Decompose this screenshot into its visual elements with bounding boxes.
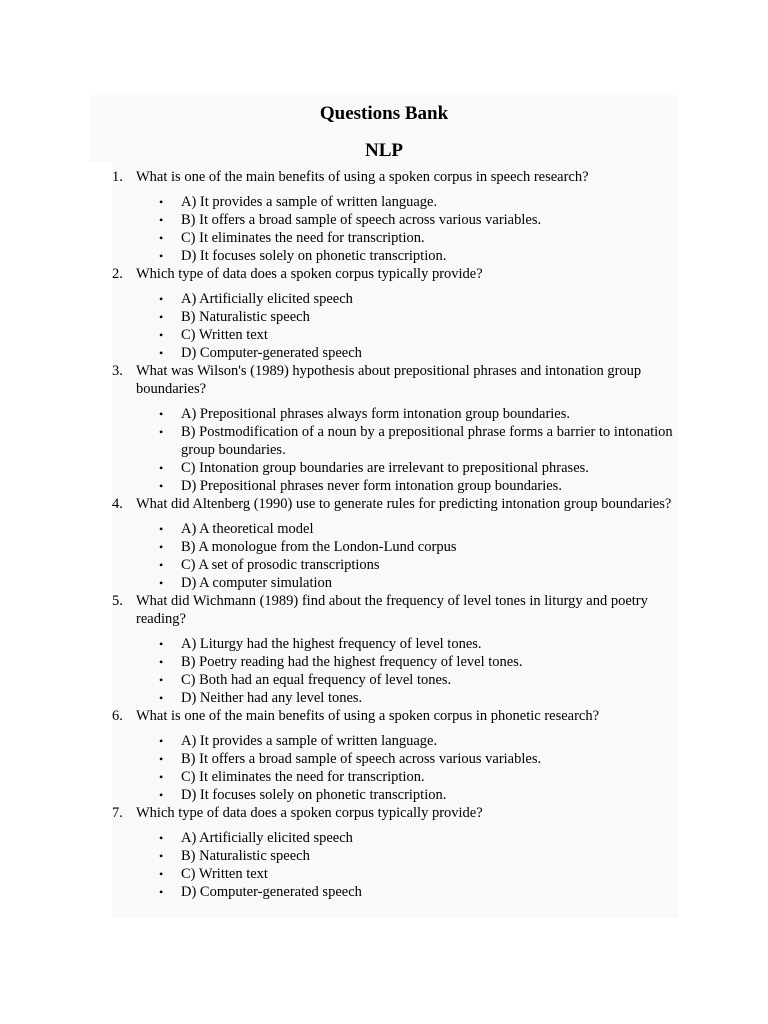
bullet-icon: • <box>159 249 164 263</box>
option-text: B) Naturalistic speech <box>181 848 310 864</box>
question-number: 7. <box>112 805 123 821</box>
option-item <box>136 786 678 804</box>
option-item <box>136 750 678 768</box>
option-text: C) Both had an equal frequency of level tones. <box>181 672 452 688</box>
option-text: A) Liturgy had the highest frequency of level tones. <box>181 636 482 652</box>
question-item <box>90 707 678 804</box>
option-item <box>136 829 678 847</box>
option-text: A) A theoretical model <box>181 521 314 537</box>
option-text: C) Written text <box>181 866 268 882</box>
option-item <box>136 653 678 671</box>
option-item <box>136 520 678 538</box>
option-text: D) Neither had any level tones. <box>181 690 363 706</box>
bullet-icon: • <box>159 576 164 590</box>
bullet-icon: • <box>159 885 164 899</box>
bullet-icon: • <box>159 867 164 881</box>
option-text: A) Artificially elicited speech <box>181 291 353 307</box>
option-text: D) Computer-generated speech <box>181 884 362 900</box>
question-item <box>90 804 678 901</box>
option-item <box>136 193 678 211</box>
option-list <box>136 635 678 707</box>
option-list <box>136 520 678 592</box>
option-item <box>136 689 678 707</box>
question-number: 1. <box>112 169 123 185</box>
option-item <box>136 247 678 265</box>
option-item <box>136 732 678 750</box>
option-text: C) Intonation group boundaries are irrelevant to prepositional phrases. <box>181 460 589 476</box>
option-text: C) A set of prosodic transcriptions <box>181 557 380 573</box>
question-item <box>90 592 678 707</box>
question-item <box>90 362 678 495</box>
option-text: D) Prepositional phrases never form intonation group boundaries. <box>181 478 562 494</box>
option-text: A) It provides a sample of written language. <box>181 194 438 210</box>
question-item <box>90 265 678 362</box>
bullet-icon: • <box>159 673 164 687</box>
option-item <box>136 308 678 326</box>
bullet-icon: • <box>159 522 164 536</box>
option-item <box>136 326 678 344</box>
bullet-icon: • <box>159 195 164 209</box>
option-item <box>136 344 678 362</box>
option-item <box>136 865 678 883</box>
option-text: B) Naturalistic speech <box>181 309 310 325</box>
bullet-icon: • <box>159 231 164 245</box>
bullet-icon: • <box>159 346 164 360</box>
option-item <box>136 671 678 689</box>
option-item <box>136 477 678 495</box>
question-item <box>90 495 678 592</box>
bullet-icon: • <box>159 558 164 572</box>
option-text: A) Prepositional phrases always form intonation group boundaries. <box>181 406 571 422</box>
bullet-icon: • <box>159 479 164 493</box>
option-text: C) Written text <box>181 327 268 343</box>
question-text: What did Altenberg (1990) use to generate rules for predicting intonation group boundaries? <box>136 496 672 512</box>
option-text: A) It provides a sample of written language. <box>181 733 438 749</box>
bullet-icon: • <box>159 831 164 845</box>
option-list <box>136 732 678 804</box>
bullet-icon: • <box>159 461 164 475</box>
option-item <box>136 229 678 247</box>
option-text: C) It eliminates the need for transcription. <box>181 230 425 246</box>
bullet-icon: • <box>159 292 164 306</box>
bullet-icon: • <box>159 655 164 669</box>
option-item <box>136 290 678 308</box>
bullet-icon: • <box>159 734 164 748</box>
option-item <box>136 574 678 592</box>
option-text: D) It focuses solely on phonetic transcription. <box>181 248 447 264</box>
question-text: Which type of data does a spoken corpus typically provide? <box>136 805 483 821</box>
option-item <box>136 538 678 556</box>
question-text: What was Wilson's (1989) hypothesis about prepositional phrases and intonation group boundaries? <box>136 363 642 397</box>
bullet-icon: • <box>159 425 164 439</box>
question-text: What is one of the main benefits of using a spoken corpus in phonetic research? <box>136 708 600 724</box>
bullet-icon: • <box>159 752 164 766</box>
option-item <box>136 211 678 229</box>
option-item <box>136 635 678 653</box>
option-item <box>136 459 678 477</box>
question-number: 3. <box>112 363 123 379</box>
question-number: 5. <box>112 593 123 609</box>
question-number: 6. <box>112 708 123 724</box>
option-text: B) It offers a broad sample of speech across various variables. <box>181 751 542 767</box>
question-list <box>90 168 678 901</box>
option-list <box>136 405 678 495</box>
document-title: Questions Bank <box>319 103 449 124</box>
option-text: C) It eliminates the need for transcription. <box>181 769 425 785</box>
option-item <box>136 423 678 459</box>
option-text: D) Computer-generated speech <box>181 345 362 361</box>
option-text: D) It focuses solely on phonetic transcription. <box>181 787 447 803</box>
bullet-icon: • <box>159 407 164 421</box>
option-item <box>136 768 678 786</box>
bullet-icon: • <box>159 310 164 324</box>
option-text: B) Poetry reading had the highest frequency of level tones. <box>181 654 523 670</box>
option-list <box>136 290 678 362</box>
option-item <box>136 556 678 574</box>
option-text: B) A monologue from the London-Lund corpus <box>181 539 457 555</box>
bullet-icon: • <box>159 328 164 342</box>
option-list <box>136 829 678 901</box>
bullet-icon: • <box>159 849 164 863</box>
question-text: What is one of the main benefits of using a spoken corpus in speech research? <box>136 169 589 185</box>
option-item <box>136 847 678 865</box>
bullet-icon: • <box>159 691 164 705</box>
option-text: B) It offers a broad sample of speech across various variables. <box>181 212 542 228</box>
bullet-icon: • <box>159 637 164 651</box>
option-item <box>136 883 678 901</box>
bullet-icon: • <box>159 770 164 784</box>
question-number: 4. <box>112 496 123 512</box>
bullet-icon: • <box>159 788 164 802</box>
option-list <box>136 193 678 265</box>
document-subtitle: NLP <box>365 140 403 161</box>
bullet-icon: • <box>159 540 164 554</box>
document-body <box>90 101 678 901</box>
question-text: What did Wichmann (1989) find about the frequency of level tones in liturgy and poetry reading? <box>136 593 648 627</box>
option-item <box>136 405 678 423</box>
option-text: A) Artificially elicited speech <box>181 830 353 846</box>
question-text: Which type of data does a spoken corpus typically provide? <box>136 266 483 282</box>
question-number: 2. <box>112 266 123 282</box>
bullet-icon: • <box>159 213 164 227</box>
question-item <box>90 168 678 265</box>
option-text: B) Postmodification of a noun by a prepositional phrase forms a barrier to intonation group boundaries. <box>181 424 673 458</box>
option-text: D) A computer simulation <box>181 575 333 591</box>
